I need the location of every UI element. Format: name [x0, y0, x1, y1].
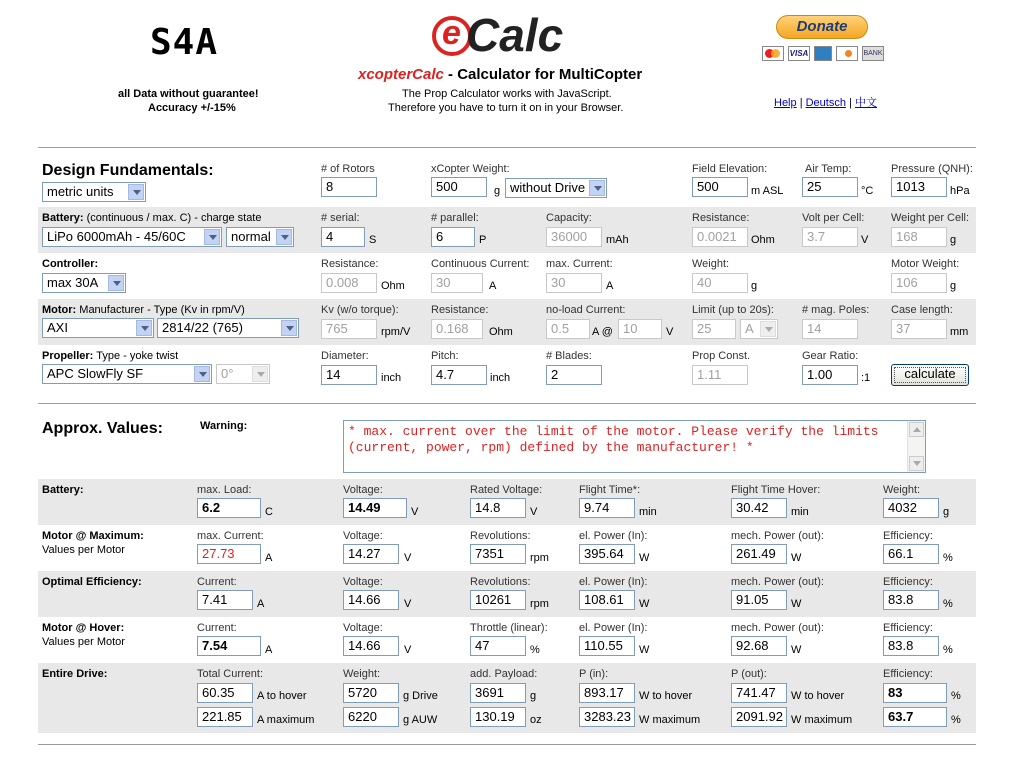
- kv-input[interactable]: 765: [321, 319, 377, 339]
- elevation-label: Field Elevation:: [692, 163, 768, 175]
- hover-eff-unit: %: [943, 644, 953, 656]
- chevron-down-icon: [276, 229, 292, 245]
- design-title: Design Fundamentals:: [42, 162, 214, 179]
- battery-resistance-input[interactable]: 0.0021: [692, 227, 748, 247]
- parallel-unit: P: [479, 234, 487, 246]
- motor-max-rev-label: Revolutions:: [470, 530, 531, 542]
- optimal-pout-value: 91.05: [731, 590, 787, 610]
- motor-max-eff-label: Efficiency:: [883, 530, 933, 542]
- controller-max-current-input[interactable]: 30: [546, 273, 602, 293]
- elevation-input[interactable]: 500: [692, 177, 748, 197]
- p-in-label: P (in):: [579, 668, 609, 680]
- hover-voltage-value: 14.66: [343, 636, 399, 656]
- diameter-label: Diameter:: [321, 350, 369, 362]
- temp-unit: °C: [861, 185, 874, 197]
- motor-max-voltage-label: Voltage:: [343, 530, 383, 542]
- prop-const-input[interactable]: 1.11: [692, 365, 748, 385]
- hover-eff-value: 83.8: [883, 636, 939, 656]
- optimal-pin-unit: W: [639, 598, 650, 610]
- motor-max-rev-unit: rpm: [530, 552, 549, 564]
- gear-ratio-label: Gear Ratio:: [802, 350, 859, 362]
- parallel-label: # parallel:: [431, 212, 479, 224]
- parallel-input[interactable]: 6: [431, 227, 475, 247]
- hover-title: Motor @ Hover:: [42, 622, 125, 634]
- motor-weight-unit: g: [950, 280, 957, 292]
- p-in-max-value: 3283.23: [579, 707, 635, 727]
- hover-time-value: 30.42: [731, 498, 787, 518]
- optimal-eff-unit: %: [943, 598, 953, 610]
- visa-icon: VISA: [788, 46, 810, 61]
- optimal-pin-value: 108.61: [579, 590, 635, 610]
- limit-input[interactable]: 25: [692, 319, 736, 339]
- flight-time-value: 9.74: [579, 498, 635, 518]
- pitch-input[interactable]: 4.7: [431, 365, 487, 385]
- p-out-max-unit: W maximum: [791, 714, 853, 726]
- pressure-input[interactable]: 1013: [891, 177, 947, 197]
- battery-title: [42, 212, 262, 224]
- flight-time-unit: min: [639, 506, 657, 518]
- serial-label: # serial:: [321, 212, 360, 224]
- motor-max-pin-value: 395.64: [579, 544, 635, 564]
- battery-type-select[interactable]: LiPo 6000mAh - 45/60C: [42, 227, 222, 247]
- controller-max-current-label: max. Current:: [546, 258, 613, 270]
- optimal-pout-label: mech. Power (out):: [731, 576, 824, 588]
- optimal-eff-label: Efficiency:: [883, 576, 933, 588]
- drive-eff-label: Efficiency:: [883, 668, 933, 680]
- temp-label: Air Temp:: [805, 163, 852, 175]
- discover-icon: [836, 46, 858, 61]
- kv-unit: rpm/V: [381, 326, 411, 338]
- chevron-down-icon: [204, 229, 220, 245]
- volt-cell-unit: V: [861, 234, 869, 246]
- optimal-voltage-label: Voltage:: [343, 576, 383, 588]
- optimal-rev-label: Revolutions:: [470, 576, 531, 588]
- motor-max-rev-value: 7351: [470, 544, 526, 564]
- serial-unit: S: [369, 234, 377, 246]
- optimal-eff-value: 83.8: [883, 590, 939, 610]
- rated-voltage-unit: V: [530, 506, 538, 518]
- motor-max-eff-unit: %: [943, 552, 953, 564]
- poles-input[interactable]: 14: [802, 319, 858, 339]
- propeller-title-label: Propeller:: [42, 350, 94, 362]
- hover-pin-value: 110.55: [579, 636, 635, 656]
- p-in-max-unit: W maximum: [639, 714, 701, 726]
- p-out-label: P (out):: [731, 668, 767, 680]
- warning-text: * max. current over the limit of the motor. Please verify the limits (current, power, rpm) defined by the manufacturer! *: [348, 424, 879, 455]
- controller-resistance-label: Resistance:: [321, 258, 379, 270]
- continuous-current-input[interactable]: 30: [431, 273, 483, 293]
- drive-eff-hover-unit: %: [951, 690, 961, 702]
- hover-current-value: 7.54: [197, 636, 261, 656]
- motor-type-select[interactable]: 2814/22 (765): [157, 318, 299, 338]
- motor-resistance-input[interactable]: 0.168: [431, 319, 483, 339]
- optimal-pout-unit: W: [791, 598, 802, 610]
- divider: [38, 744, 976, 745]
- controller-title: Controller:: [42, 258, 99, 270]
- optimal-rev-unit: rpm: [530, 598, 549, 610]
- battery-resistance-label: Resistance:: [692, 212, 750, 224]
- app-title: [358, 66, 642, 83]
- chevron-down-icon: [136, 320, 152, 336]
- rated-voltage-label: Rated Voltage:: [470, 484, 543, 496]
- units-select[interactable]: metric units: [42, 182, 146, 202]
- rotors-label: # of Rotors: [321, 163, 375, 175]
- chinese-link[interactable]: 中文: [854, 96, 877, 109]
- elevation-unit: m ASL: [751, 185, 784, 197]
- bank-icon: BANK: [862, 46, 884, 61]
- chevron-down-icon: [589, 180, 605, 196]
- weight-label: xCopter Weight:: [431, 163, 510, 175]
- noload-label: no-load Current:: [546, 304, 626, 316]
- warning-label: Warning:: [200, 420, 248, 432]
- hover-current-label: Current:: [197, 622, 237, 634]
- case-unit: mm: [950, 326, 969, 338]
- hover-pin-unit: W: [639, 644, 650, 656]
- motor-max-pout-label: mech. Power (out):: [731, 530, 824, 542]
- prop-const-label: Prop Const.: [692, 350, 751, 362]
- hover-pout-label: mech. Power (out):: [731, 622, 824, 634]
- battery-voltage-label: Voltage:: [343, 484, 383, 496]
- weight-unit: g: [494, 185, 501, 197]
- divider: [38, 147, 976, 148]
- motor-title-label: Motor:: [42, 304, 77, 316]
- drive-weight-label: Weight:: [343, 668, 381, 680]
- flight-time-label: Flight Time*:: [579, 484, 641, 496]
- divider: [38, 403, 976, 404]
- chevron-down-icon: [252, 366, 268, 382]
- ecalc-wordmark: Calc: [466, 9, 564, 61]
- total-current-hover-unit: A to hover: [257, 690, 307, 702]
- propeller-type-select[interactable]: APC SlowFly SF: [42, 364, 212, 384]
- weight-cell-unit: g: [950, 234, 957, 246]
- hover-voltage-unit: V: [404, 644, 412, 656]
- pressure-unit: hPa: [950, 185, 970, 197]
- controller-resistance-unit: Ohm: [381, 280, 405, 292]
- app-title-brand: xcopterCalc: [358, 66, 444, 83]
- textarea-scrollbar[interactable]: [907, 421, 925, 472]
- pressure-label: Pressure (QNH):: [891, 163, 973, 175]
- motor-max-pout-unit: W: [791, 552, 802, 564]
- payload-g-unit: g: [530, 690, 537, 702]
- drive-weight-unit: g Drive: [403, 690, 438, 702]
- continuous-current-label: Continuous Current:: [431, 258, 530, 270]
- hover-voltage-label: Voltage:: [343, 622, 383, 634]
- scroll-up-icon[interactable]: [909, 422, 924, 437]
- drive-eff-hover-value: 83: [883, 683, 947, 703]
- drive-weight-value: 5720: [343, 683, 399, 703]
- yoke-twist-select[interactable]: 0°: [216, 364, 270, 384]
- controller-max-current-unit: A: [606, 280, 614, 292]
- optimal-current-value: 7.41: [197, 590, 253, 610]
- motor-max-subtitle: Values per Motor: [42, 544, 125, 556]
- hover-eff-label: Efficiency:: [883, 622, 933, 634]
- blades-input[interactable]: 2: [546, 365, 602, 385]
- weight-mode-select[interactable]: without Drive: [505, 178, 607, 198]
- s4a-logo: S4A: [150, 22, 219, 63]
- motor-title-rest: Manufacturer - Type (Kv in rpm/V): [76, 304, 245, 316]
- scroll-down-icon[interactable]: [909, 456, 924, 471]
- controller-weight-label: Weight:: [692, 258, 730, 270]
- pitch-unit: inch: [490, 372, 511, 384]
- controller-weight-input[interactable]: 40: [692, 273, 748, 293]
- limit-label: Limit (up to 20s):: [692, 304, 774, 316]
- battery-voltage-value: 14.49: [343, 498, 407, 518]
- rotors-input[interactable]: 8: [321, 177, 377, 197]
- p-out-hover-unit: W to hover: [791, 690, 845, 702]
- hover-time-unit: min: [791, 506, 809, 518]
- drive-eff-max-value: 63.7: [883, 707, 947, 727]
- chevron-down-icon: [128, 184, 144, 200]
- warning-textarea[interactable]: [343, 420, 926, 473]
- optimal-voltage-unit: V: [404, 598, 412, 610]
- hover-subtitle: Values per Motor: [42, 636, 125, 648]
- motor-weight-input[interactable]: 106: [891, 273, 947, 293]
- total-current-max-unit: A maximum: [257, 714, 315, 726]
- motor-resistance-unit: Ohm: [489, 326, 513, 338]
- chevron-down-icon: [194, 366, 210, 382]
- volt-cell-input[interactable]: 3.7: [802, 227, 858, 247]
- weight-cell-input[interactable]: 168: [891, 227, 947, 247]
- total-current-max-value: 221.85: [197, 707, 253, 727]
- motor-max-title: Motor @ Maximum:: [42, 530, 144, 542]
- ecalc-e-letter: e: [442, 14, 461, 52]
- temp-input[interactable]: 25: [802, 177, 858, 197]
- gear-ratio-input[interactable]: 1.00: [802, 365, 858, 385]
- battery-resistance-unit: Ohm: [751, 234, 775, 246]
- chevron-down-icon: [760, 321, 776, 337]
- chevron-down-icon: [108, 275, 124, 291]
- chevron-down-icon: [281, 320, 297, 336]
- motor-max-voltage-value: 14.27: [343, 544, 399, 564]
- volt-cell-label: Volt per Cell:: [802, 212, 865, 224]
- battery-title-rest: (continuous / max. C) - charge state: [83, 212, 262, 224]
- motor-max-pin-unit: W: [639, 552, 650, 564]
- amex-icon: [814, 46, 832, 61]
- p-out-max-value: 2091.92: [731, 707, 787, 727]
- diameter-input[interactable]: 14: [321, 365, 377, 385]
- controller-weight-unit: g: [751, 280, 758, 292]
- capacity-label: Capacity:: [546, 212, 592, 224]
- battery-weight-label: Weight:: [883, 484, 921, 496]
- total-current-label: Total Current:: [197, 668, 264, 680]
- battery-voltage-unit: V: [411, 506, 419, 518]
- poles-label: # mag. Poles:: [802, 304, 870, 316]
- p-in-hover-unit: W to hover: [639, 690, 693, 702]
- optimal-pin-label: el. Power (In):: [579, 576, 648, 588]
- js-note-2: Therefore you have to turn it on in your Browser.: [388, 102, 624, 114]
- case-input[interactable]: 37: [891, 319, 947, 339]
- kv-label: Kv (w/o torque):: [321, 304, 399, 316]
- result-battery-title: Battery:: [42, 484, 84, 496]
- throttle-unit: %: [530, 644, 540, 656]
- p-in-hover-value: 893.17: [579, 683, 635, 703]
- optimal-rev-value: 10261: [470, 590, 526, 610]
- app-title-rest: - Calculator for MultiCopter: [443, 66, 643, 83]
- auw-unit: g AUW: [403, 714, 438, 726]
- blades-label: # Blades:: [546, 350, 592, 362]
- payload-oz-unit: oz: [530, 714, 542, 726]
- optimal-title: Optimal Efficiency:: [42, 576, 142, 588]
- case-label: Case length:: [891, 304, 953, 316]
- weight-input[interactable]: 500: [431, 177, 487, 197]
- link-separator: |: [849, 97, 852, 109]
- motor-max-eff-value: 66.1: [883, 544, 939, 564]
- donate-button[interactable]: Donate: [776, 15, 868, 39]
- payload-label: add. Payload:: [470, 668, 538, 680]
- noload-current-unit: A @: [592, 326, 613, 338]
- hover-time-label: Flight Time Hover:: [731, 484, 821, 496]
- controller-resistance-input[interactable]: 0.008: [321, 273, 377, 293]
- disclaimer: all Data without guarantee!: [118, 88, 259, 100]
- propeller-title-rest: Type - yoke twist: [93, 350, 179, 362]
- battery-title-label: Battery:: [42, 212, 84, 224]
- hover-pout-unit: W: [791, 644, 802, 656]
- optimal-current-label: Current:: [197, 576, 237, 588]
- motor-max-pout-value: 261.49: [731, 544, 787, 564]
- motor-resistance-label: Resistance:: [431, 304, 489, 316]
- continuous-current-unit: A: [489, 280, 497, 292]
- payload-g-value: 3691: [470, 683, 526, 703]
- pitch-label: Pitch:: [431, 350, 459, 362]
- charge-state-select[interactable]: normal: [226, 227, 294, 247]
- max-current-value: 27.73: [197, 544, 261, 564]
- link-separator: |: [799, 97, 803, 109]
- battery-weight-unit: g: [943, 506, 950, 518]
- auw-value: 6220: [343, 707, 399, 727]
- mastercard-icon: [762, 46, 784, 61]
- approx-title: Approx. Values:: [42, 420, 163, 437]
- throttle-value: 47: [470, 636, 526, 656]
- motor-max-pin-label: el. Power (In):: [579, 530, 648, 542]
- header-links: [774, 96, 877, 110]
- noload-voltage-input[interactable]: 10: [618, 319, 662, 339]
- serial-input[interactable]: 4: [321, 227, 365, 247]
- p-out-hover-value: 741.47: [731, 683, 787, 703]
- controller-select[interactable]: max 30A: [42, 273, 126, 293]
- max-current-label: max. Current:: [197, 530, 264, 542]
- gear-ratio-unit: :1: [861, 372, 871, 384]
- motor-title: [42, 304, 245, 316]
- deutsch-link[interactable]: Deutsch: [805, 97, 846, 109]
- total-current-hover-value: 60.35: [197, 683, 253, 703]
- noload-voltage-unit: V: [666, 326, 674, 338]
- entire-drive-title: Entire Drive:: [42, 668, 108, 680]
- hover-pin-label: el. Power (In):: [579, 622, 648, 634]
- motor-weight-label: Motor Weight:: [891, 258, 960, 270]
- capacity-unit: mAh: [606, 234, 629, 246]
- motor-max-voltage-unit: V: [404, 552, 412, 564]
- hover-pout-value: 92.68: [731, 636, 787, 656]
- limit-unit-select[interactable]: A: [740, 319, 778, 339]
- weight-cell-label: Weight per Cell:: [891, 212, 970, 224]
- js-note-1: The Prop Calculator works with JavaScript.: [402, 88, 612, 100]
- max-current-unit: A: [265, 552, 273, 564]
- propeller-title: [42, 350, 178, 362]
- capacity-input[interactable]: 36000: [546, 227, 602, 247]
- motor-manufacturer-select[interactable]: AXI: [42, 318, 154, 338]
- max-load-value: 6.2: [197, 498, 261, 518]
- throttle-label: Throttle (linear):: [470, 622, 548, 634]
- payload-oz-value: 130.19: [470, 707, 526, 727]
- accuracy: Accuracy +/-15%: [148, 102, 236, 114]
- optimal-voltage-value: 14.66: [343, 590, 399, 610]
- help-link[interactable]: Help: [774, 97, 797, 109]
- diameter-unit: inch: [381, 372, 402, 384]
- ecalc-logo: [432, 10, 582, 62]
- max-load-label: max. Load:: [197, 484, 252, 496]
- battery-weight-value: 4032: [883, 498, 939, 518]
- optimal-current-unit: A: [257, 598, 265, 610]
- calculate-button[interactable]: calculate: [891, 364, 969, 386]
- drive-eff-max-unit: %: [951, 714, 961, 726]
- noload-current-input[interactable]: 0.5: [546, 319, 590, 339]
- hover-current-unit: A: [265, 644, 273, 656]
- rated-voltage-value: 14.8: [470, 498, 526, 518]
- max-load-unit: C: [265, 506, 273, 518]
